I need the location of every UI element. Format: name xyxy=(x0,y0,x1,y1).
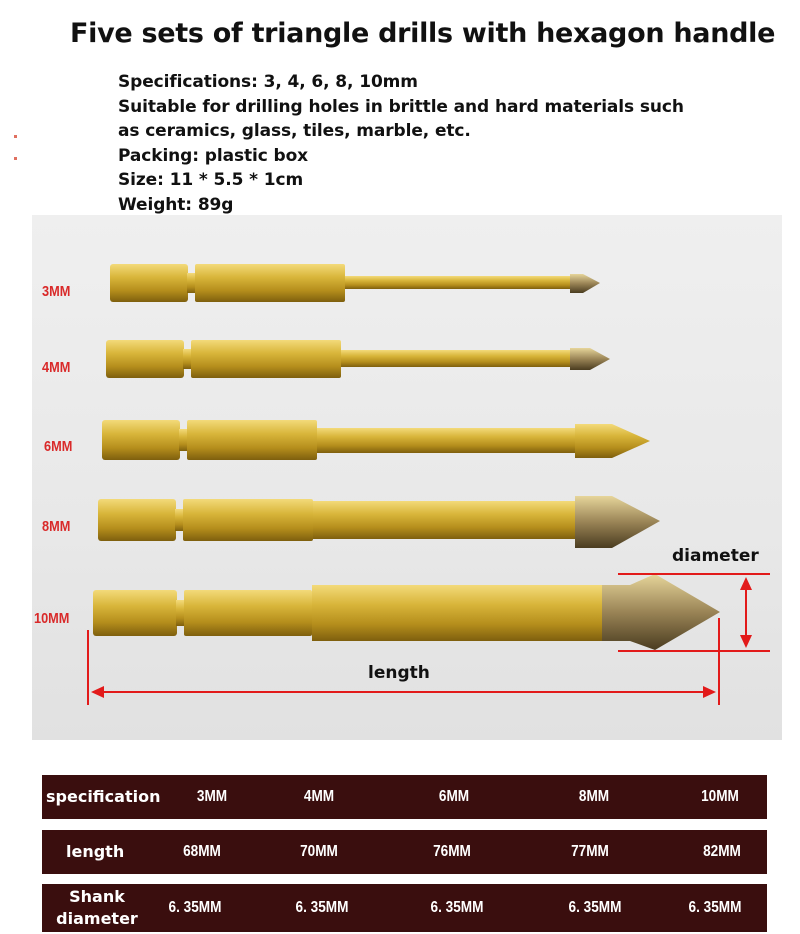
spec-weight: Weight: 89g xyxy=(118,194,234,215)
table-header-shank-line1: Shank xyxy=(69,887,125,906)
spec-usage-line1: Suitable for drilling holes in brittle and hard materials such xyxy=(118,96,684,117)
table-header-specification: specification xyxy=(46,787,161,806)
table-row-specification xyxy=(42,775,767,819)
table-row-length xyxy=(42,830,767,874)
table-cell: 70MM xyxy=(300,843,338,860)
drill-label-3mm: 3MM xyxy=(42,283,71,300)
spec-usage-line2: as ceramics, glass, tiles, marble, etc. xyxy=(118,121,471,141)
table-header-shank-line2: diameter xyxy=(56,909,138,928)
spec-packing: Packing: plastic box xyxy=(118,145,309,166)
page-title: Five sets of triangle drills with hexagon handle xyxy=(70,18,776,49)
table-cell: 68MM xyxy=(183,843,221,860)
spec-specifications: Specifications: 3, 4, 6, 8, 10mm xyxy=(118,72,418,92)
table-row-shank-diameter xyxy=(42,884,767,932)
table-header-length: length xyxy=(66,842,125,861)
drill-label-8mm: 8MM xyxy=(42,518,71,535)
table-cell: 6. 35MM xyxy=(568,899,622,916)
table-cell: 3MM xyxy=(196,788,228,805)
length-label: length xyxy=(368,663,430,683)
table-cell: 82MM xyxy=(703,843,741,860)
drill-8mm xyxy=(98,496,660,548)
table-cell: 10MM xyxy=(701,788,739,805)
table-cell: 6. 35MM xyxy=(295,899,349,916)
spec-size: Size: 11 * 5.5 * 1cm xyxy=(118,170,304,190)
drill-10mm xyxy=(93,574,720,650)
drill-3mm xyxy=(110,264,600,302)
drill-6mm xyxy=(102,420,650,460)
table-cell: 8MM xyxy=(578,788,610,805)
drill-label-4mm: 4MM xyxy=(42,359,71,376)
table-cell: 4MM xyxy=(303,788,335,805)
table-cell: 6. 35MM xyxy=(430,899,484,916)
table-cell: 76MM xyxy=(433,843,471,860)
table-cell: 6. 35MM xyxy=(168,899,222,916)
drill-4mm xyxy=(106,340,610,378)
table-header-shank-diameter xyxy=(42,884,152,932)
table-cell: 6. 35MM xyxy=(688,899,742,916)
drill-label-10mm: 10MM xyxy=(34,610,70,627)
table-cell: 77MM xyxy=(571,843,609,860)
table-cell: 6MM xyxy=(438,788,470,805)
drill-label-6mm: 6MM xyxy=(44,438,73,455)
diameter-label: diameter xyxy=(672,546,759,566)
